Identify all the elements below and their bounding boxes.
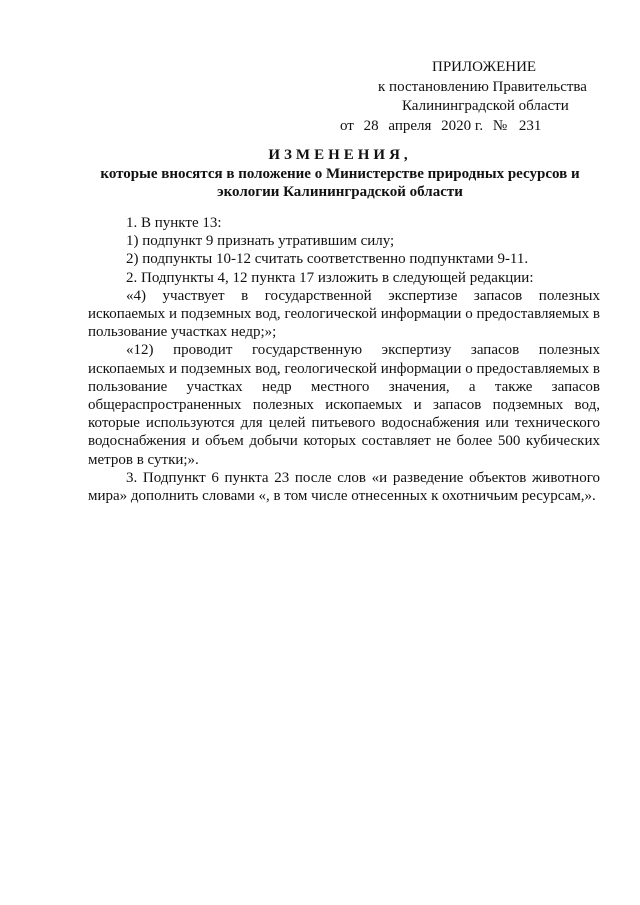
- paragraph-2: 1) подпункт 9 признать утратившим силу;: [126, 233, 395, 250]
- number-sign: №: [492, 117, 508, 134]
- appendix-title: ПРИЛОЖЕНИЕ: [432, 59, 537, 75]
- paragraph-5: «4) участвует в государственной экспертизе запасов полезных ископаемых и подземных вод, геологической информации о предоставляемых в пользование участках недр;»;: [88, 287, 600, 341]
- appendix-region: Калининградской области: [402, 98, 569, 114]
- paragraph-1: 1. В пункте 13:: [126, 215, 222, 231]
- date-prefix: от: [340, 117, 354, 134]
- document-body: [88, 214, 600, 505]
- heading-subtitle-line1: которые вносятся в положение о Министерстве природных ресурсов и: [100, 166, 580, 182]
- date-day: 28: [363, 117, 379, 134]
- document-heading: [80, 146, 600, 201]
- heading-subtitle-line2: экологии Калининградской области: [217, 184, 463, 200]
- paragraph-7: 3. Подпункт 6 пункта 23 после слов «и разведение объектов животного мира» дополнить словами «, в том числе отнесенных к охотничьим ресурсам,».: [88, 469, 600, 505]
- appendix-date-line: [340, 117, 600, 137]
- heading-title: ИЗМЕНЕНИЯ,: [268, 147, 412, 163]
- paragraph-3: 2) подпункты 10-12 считать соответственно подпунктами 9-11.: [126, 251, 529, 268]
- paragraph-6: «12) проводит государственную экспертизу запасов полезных ископаемых и подземных вод, геологической информации о предоставляемых в пользование участках недр местного значения, а также запасов общераспространенных полезных ископаемых и запасов подземных вод, которые используются для целей питьевого водоснабжения или технического водоснабжения и объем добычи которых составляет не более 500 кубических метров в сутки;».: [88, 342, 600, 468]
- date-month: апреля: [388, 117, 432, 134]
- appendix-block: [340, 58, 600, 136]
- paragraph-4: 2. Подпункты 4, 12 пункта 17 изложить в следующей редакции:: [126, 269, 534, 286]
- appendix-reference: к постановлению Правительства: [378, 78, 587, 95]
- document-number: 231: [518, 117, 542, 134]
- date-year: 2020 г.: [441, 117, 484, 134]
